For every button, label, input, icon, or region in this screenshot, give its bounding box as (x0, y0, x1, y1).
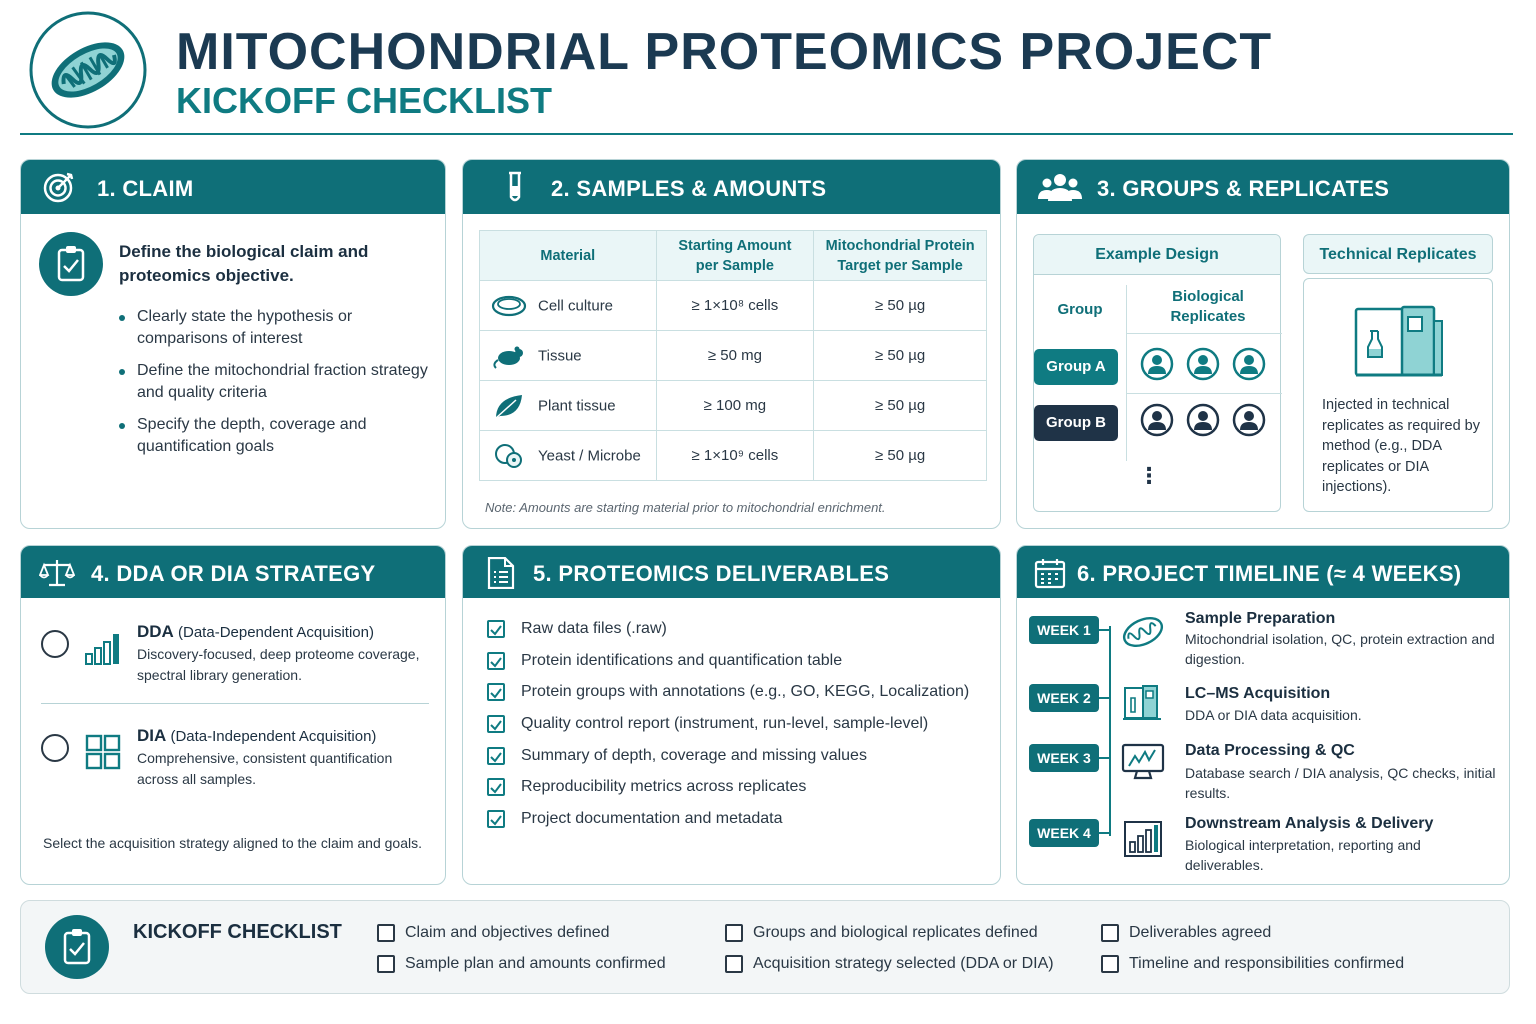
dia-radio[interactable] (41, 734, 69, 762)
dia-title: DIA (Data-Independent Acquisition) (137, 726, 377, 745)
target-cell: ≥ 50 µg (814, 281, 987, 331)
week-4-title: Downstream Analysis & Delivery (1185, 815, 1434, 832)
checklist-item[interactable]: Timeline and responsibilities confirmed (1101, 955, 1404, 973)
strategy-card (20, 545, 446, 885)
mitochondrion-icon (28, 10, 148, 130)
checkbox[interactable] (487, 652, 505, 670)
checklist-item[interactable]: Claim and objectives defined (377, 924, 610, 942)
claim-card-header (21, 160, 445, 214)
timeline-card (1016, 545, 1510, 885)
dda-title: DDA (Data-Dependent Acquisition) (137, 622, 374, 641)
people-icon (1037, 171, 1083, 203)
kickoff-checklist-bar (20, 900, 1510, 994)
week-2-desc: DDA or DIA data acquisition. (1185, 707, 1362, 723)
balance-scale-icon (39, 557, 75, 589)
target-cell: ≥ 50 µg (814, 431, 987, 481)
checkbox[interactable] (725, 955, 743, 973)
bio-replicates-col-header: Biological Replicates (1170, 288, 1246, 325)
page-title: MITOCHONDRIAL PROTEOMICS PROJECT (176, 23, 1273, 81)
strategy-card-header (21, 546, 445, 598)
group-a-label: Group A (1034, 349, 1118, 385)
groups-title: 3. GROUPS & REPLICATES (1097, 176, 1390, 201)
checkbox[interactable] (487, 778, 505, 796)
dda-desc: Discovery-focused, deep proteome coverage, spectral library generation. (137, 646, 420, 683)
checkbox[interactable] (377, 955, 395, 973)
material-cell: Tissue (480, 331, 657, 381)
deliverable-item: Protein groups with annotations (e.g., GO, KEGG, Localization) (487, 681, 969, 713)
header-divider (20, 133, 1513, 135)
samples-title: 2. SAMPLES & AMOUNTS (551, 176, 827, 201)
week-2-title: LC–MS Acquisition (1185, 685, 1331, 702)
deliverables-card (462, 545, 1001, 885)
table-row (480, 331, 987, 381)
col-target: Mitochondrial Protein Target per Sample (814, 231, 987, 281)
instrument-icon (1121, 682, 1165, 722)
deliverable-item: Raw data files (.raw) (487, 618, 969, 650)
amount-cell: ≥ 1×10⁹ cells (656, 431, 814, 481)
table-row (480, 381, 987, 431)
checkbox[interactable] (1101, 924, 1119, 942)
dia-desc: Comprehensive, consistent quantification across all samples. (137, 750, 393, 787)
person-icon (1140, 347, 1174, 381)
group-b-label: Group B (1034, 405, 1118, 441)
deliverable-item: Protein identifications and quantification table (487, 650, 969, 682)
amount-cell: ≥ 50 mg (656, 331, 814, 381)
target-cell: ≥ 50 µg (814, 381, 987, 431)
checkbox[interactable] (377, 924, 395, 942)
person-icon (1232, 347, 1266, 381)
claim-bullet: Define the mitochondrial fraction strategy and quality criteria (119, 360, 439, 404)
amount-cell: ≥ 100 mg (656, 381, 814, 431)
clipboard-check-icon (45, 915, 109, 979)
group-col-header: Group (1057, 301, 1103, 318)
checkbox[interactable] (487, 683, 505, 701)
week-4-badge: WEEK 4 (1029, 819, 1099, 847)
checkbox[interactable] (725, 924, 743, 942)
checkbox[interactable] (1101, 955, 1119, 973)
instrument-icon (1354, 303, 1444, 379)
document-icon (483, 557, 519, 589)
deliverables-card-header (463, 546, 1000, 598)
col-material: Material (480, 231, 657, 281)
table-row (480, 431, 987, 481)
deliverables-list (487, 618, 969, 840)
grid-icon (85, 734, 121, 770)
tech-replicates-title: Technical Replicates (1319, 246, 1477, 263)
calendar-icon (1033, 557, 1069, 589)
week-2-badge: WEEK 2 (1029, 684, 1099, 712)
deliverable-item: Project documentation and metadata (487, 808, 969, 840)
page-subtitle: KICKOFF CHECKLIST (176, 80, 552, 121)
strategy-title: 4. DDA OR DIA STRATEGY (91, 561, 376, 586)
checklist-title: KICKOFF CHECKLIST (133, 921, 342, 943)
groups-card-header (1017, 160, 1509, 214)
week-1-title: Sample Preparation (1185, 610, 1336, 627)
deliverables-title: 5. PROTEOMICS DELIVERABLES (533, 561, 890, 586)
dda-radio[interactable] (41, 630, 69, 658)
timeline-connector (1099, 832, 1111, 834)
row-divider (1127, 333, 1282, 334)
tech-replicates-panel (1303, 278, 1493, 512)
deliverable-item: Summary of depth, coverage and missing values (487, 745, 969, 777)
timeline-line (1109, 626, 1111, 836)
person-icon (1186, 403, 1220, 437)
timeline-connector (1099, 757, 1111, 759)
week-3-desc: Database search / DIA analysis, QC checks, initial results. (1185, 765, 1496, 801)
timeline-connector (1099, 629, 1111, 631)
timeline-title: 6. PROJECT TIMELINE (≈ 4 WEEKS) (1077, 561, 1462, 586)
person-icon (1140, 403, 1174, 437)
material-cell: Yeast / Microbe (480, 431, 657, 481)
target-cell: ≥ 50 µg (814, 331, 987, 381)
samples-card-header (463, 160, 1000, 214)
claim-bullet: Specify the depth, coverage and quantification goals (119, 414, 439, 458)
tech-replicates-title-box (1303, 234, 1493, 274)
claim-lead-text: Define the biological claim and proteomics objective. (119, 242, 369, 285)
checklist-item[interactable]: Groups and biological replicates defined (725, 924, 1038, 942)
samples-note: Note: Amounts are starting material prior to mitochondrial enrichment. (485, 500, 886, 515)
checkbox[interactable] (487, 620, 505, 638)
strategy-footer: Select the acquisition strategy aligned to the claim and goals. (43, 835, 423, 851)
timeline-connector (1099, 697, 1111, 699)
claim-bullet: Clearly state the hypothesis or comparisons of interest (119, 306, 439, 350)
amount-cell: ≥ 1×10⁸ cells (656, 281, 814, 331)
clipboard-check-icon (39, 232, 103, 296)
samples-table (479, 230, 987, 481)
petri-dish-icon (490, 292, 528, 320)
mitochondrion-icon (1121, 612, 1165, 652)
row-divider (1127, 393, 1282, 394)
table-row (480, 281, 987, 331)
week-4-desc: Biological interpretation, reporting and deliverables. (1185, 837, 1421, 873)
samples-card (462, 159, 1001, 529)
person-icon (1232, 403, 1266, 437)
column-divider (1126, 285, 1127, 461)
bar-chart-icon (85, 630, 121, 666)
checklist-item[interactable]: Sample plan and amounts confirmed (377, 955, 666, 973)
claim-bullets (119, 306, 439, 468)
more-groups-ellipsis: ⋮ (1138, 463, 1160, 488)
week-3-badge: WEEK 3 (1029, 744, 1099, 772)
mouse-icon (490, 342, 528, 370)
deliverable-item: Quality control report (instrument, run-level, sample-level) (487, 713, 969, 745)
week-3-title: Data Processing & QC (1185, 742, 1355, 759)
page-header (0, 0, 1536, 136)
divider (41, 703, 429, 704)
leaf-icon (490, 392, 528, 420)
col-starting-amount: Starting Amount per Sample (656, 231, 814, 281)
checkbox[interactable] (487, 810, 505, 828)
deliverable-item: Reproducibility metrics across replicates (487, 776, 969, 808)
checklist-item[interactable]: Acquisition strategy selected (DDA or DIA) (725, 955, 1054, 973)
week-1-desc: Mitochondrial isolation, QC, protein extraction and digestion. (1185, 631, 1495, 667)
groups-card (1016, 159, 1510, 529)
bar-chart-icon (1121, 818, 1165, 858)
checklist-item[interactable]: Deliverables agreed (1101, 924, 1271, 942)
example-design-panel (1033, 234, 1281, 512)
week-1-badge: WEEK 1 (1029, 616, 1099, 644)
example-design-title: Example Design (1095, 246, 1219, 263)
test-tube-icon (497, 171, 533, 203)
checkbox[interactable] (487, 715, 505, 733)
yeast-icon (490, 442, 528, 470)
person-icon (1186, 347, 1220, 381)
target-icon (41, 171, 77, 203)
checkbox[interactable] (487, 747, 505, 765)
material-cell: Plant tissue (480, 381, 657, 431)
claim-card (20, 159, 446, 529)
claim-title: 1. CLAIM (97, 176, 194, 201)
material-cell: Cell culture (480, 281, 657, 331)
example-design-header (1034, 235, 1280, 275)
timeline-card-header (1017, 546, 1509, 598)
monitor-chart-icon (1121, 742, 1165, 782)
tech-replicates-desc: Injected in technical replicates as required by method (e.g., DDA replicates or DIA injections). (1322, 397, 1480, 495)
